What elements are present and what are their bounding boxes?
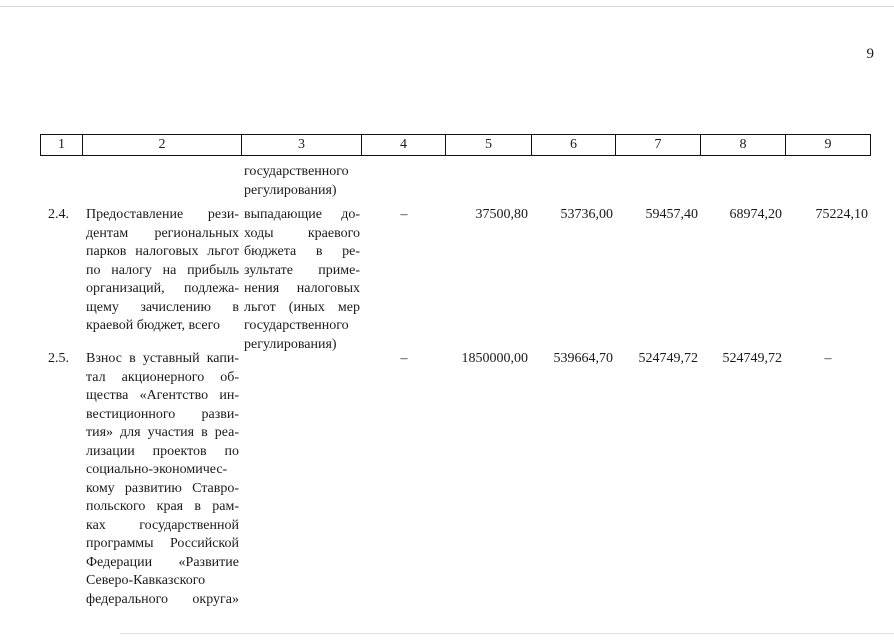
scan-edge-top — [0, 6, 894, 7]
description-line: тал акционерного об- — [86, 369, 239, 385]
row-2-4-col5: 37500,80 — [475, 207, 528, 222]
carryover-line: государственного — [244, 164, 349, 179]
page-number: 9 — [866, 46, 874, 62]
row-2-4-col6: 53736,00 — [560, 207, 613, 222]
row-2-5-col9: – — [824, 351, 832, 366]
carryover-col3 — [244, 163, 360, 200]
description-line: щества «Агентство ин- — [86, 388, 239, 403]
description-line: организаций, подлежа- — [86, 281, 239, 296]
description-line: дентам региональных — [86, 225, 239, 241]
row-2-4-col7: 59457,40 — [645, 207, 698, 222]
description-line: федерального округа» — [86, 591, 239, 607]
description-line: Предоставление рези- — [86, 207, 239, 222]
description-line: социально-экономичес- — [86, 462, 228, 477]
header-col-3: 3 — [242, 135, 362, 155]
category-line: ходы краевого — [244, 225, 360, 241]
description-line: Федерации «Развитие — [86, 554, 239, 570]
row-2-5-col4: – — [400, 351, 408, 366]
category-line: государственного — [244, 318, 349, 333]
description-line: тия» для участия в реа- — [86, 425, 239, 440]
category-line: выпадающие до- — [244, 207, 360, 222]
row-2-4-number: 2.4. — [48, 207, 69, 222]
row-2-5-col5: 1850000,00 — [461, 351, 528, 366]
description-line: Взнос в уставный капи- — [86, 351, 239, 366]
description-line: Северо-Кавказского — [86, 573, 206, 588]
description-line: кому развитию Ставро- — [86, 480, 239, 496]
description-line: по налогу на прибыль — [86, 262, 239, 278]
description-line: краевой бюджет, всего — [86, 318, 221, 333]
header-col-6: 6 — [532, 135, 616, 155]
table-header-row — [40, 134, 871, 156]
row-2-5-description — [86, 350, 239, 609]
row-2-5-number: 2.5. — [48, 351, 69, 366]
header-col-7: 7 — [616, 135, 701, 155]
category-line: льгот (иных мер — [244, 299, 360, 315]
category-line: зультате приме- — [244, 262, 360, 278]
row-2-4-col8: 68974,20 — [729, 207, 782, 222]
row-2-4-description — [86, 206, 239, 336]
description-line: вестиционного разви- — [86, 406, 239, 422]
header-col-2: 2 — [83, 135, 242, 155]
header-col-4: 4 — [362, 135, 446, 155]
category-line: нения налоговых — [244, 281, 360, 296]
row-2-5-col6: 539664,70 — [553, 351, 613, 366]
header-col-5: 5 — [446, 135, 532, 155]
description-line: парков налоговых льгот — [86, 244, 239, 259]
carryover-line: регулирования) — [244, 182, 337, 198]
scan-edge-bottom — [120, 633, 894, 634]
category-line: бюджета в ре- — [244, 244, 360, 259]
description-line: программы Российской — [86, 536, 239, 551]
row-2-4-col9: 75224,10 — [815, 207, 868, 222]
row-2-5-col8: 524749,72 — [722, 351, 782, 366]
description-line: лизации проектов по — [86, 443, 239, 459]
header-col-1: 1 — [41, 135, 83, 155]
header-col-9: 9 — [824, 137, 832, 152]
description-line: ках государственной — [86, 517, 239, 533]
row-2-5-col7: 524749,72 — [638, 351, 698, 366]
description-line: щему зачислению в — [86, 299, 239, 315]
description-line: польского края в рам- — [86, 499, 239, 514]
row-2-4-col4: – — [400, 207, 408, 222]
row-2-4-category — [244, 206, 360, 354]
header-col-8: 8 — [701, 135, 786, 155]
category-line: регулирования) — [244, 336, 337, 352]
